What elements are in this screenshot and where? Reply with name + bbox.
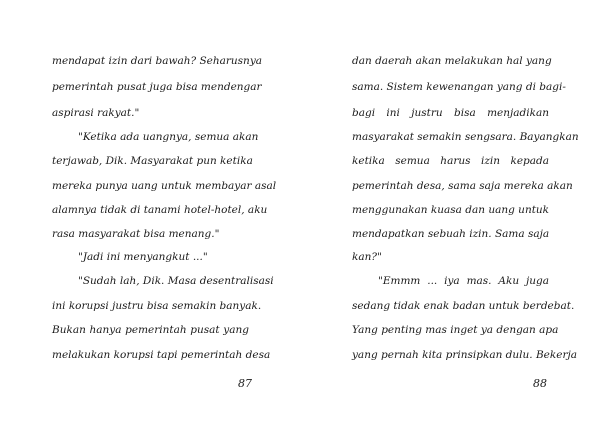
text-line: bagi ini justru bisa menjadikan — [352, 107, 549, 119]
text-line: yang pernah kita prinsipkan dulu. Bekerja — [352, 349, 578, 361]
text-line: sama. Sistem kewenangan yang di bagi- — [352, 81, 566, 93]
text-line: kan?" — [352, 251, 382, 263]
text-line: sedang tidak enak badan untuk berdebat. — [352, 300, 575, 312]
text-line: masyarakat semakin sengsara. Bayangkan — [352, 131, 579, 143]
text-line: dan daerah akan melakukan hal yang — [352, 55, 552, 67]
text-line: "Jadi ini menyangkut ..." — [78, 251, 208, 263]
text-line: Yang penting mas inget ya dengan apa — [352, 324, 559, 336]
text-line: pemerintah desa, sama saja mereka akan — [352, 180, 573, 192]
text-line: "Sudah lah, Dik. Masa desentralisasi — [78, 275, 274, 287]
text-line: alamnya tidak di tanami hotel-hotel, aku — [52, 204, 268, 216]
text-line: terjawab, Dik. Masyarakat pun ketika — [52, 155, 253, 167]
text-line: pemerintah pusat juga bisa mendengar — [52, 81, 262, 93]
page-number: 87 — [238, 377, 252, 390]
text-line: menggunakan kuasa dan uang untuk — [352, 204, 550, 216]
text-line: rasa masyarakat bisa menang." — [52, 228, 220, 240]
text-line: mereka punya uang untuk membayar asal — [52, 180, 277, 192]
text-line: Bukan hanya pemerintah pusat yang — [52, 324, 249, 336]
text-line: aspirasi rakyat." — [52, 107, 140, 119]
text-line: ketika semua harus izin kepada — [352, 155, 549, 167]
left-page — [52, 0, 277, 425]
text-line: "Ketika ada uangnya, semua akan — [78, 131, 259, 143]
right-page — [352, 0, 579, 425]
text-line: ini korupsi justru bisa semakin banyak. — [52, 300, 262, 312]
page-number: 88 — [533, 377, 547, 390]
text-line: mendapatkan sebuah izin. Sama saja — [352, 228, 550, 240]
text-line: mendapat izin dari bawah? Seharusnya — [52, 55, 263, 67]
text-line: melakukan korupsi tapi pemerintah desa — [52, 349, 271, 361]
text-line: "Emmm ... iya mas. Aku juga — [378, 275, 549, 287]
